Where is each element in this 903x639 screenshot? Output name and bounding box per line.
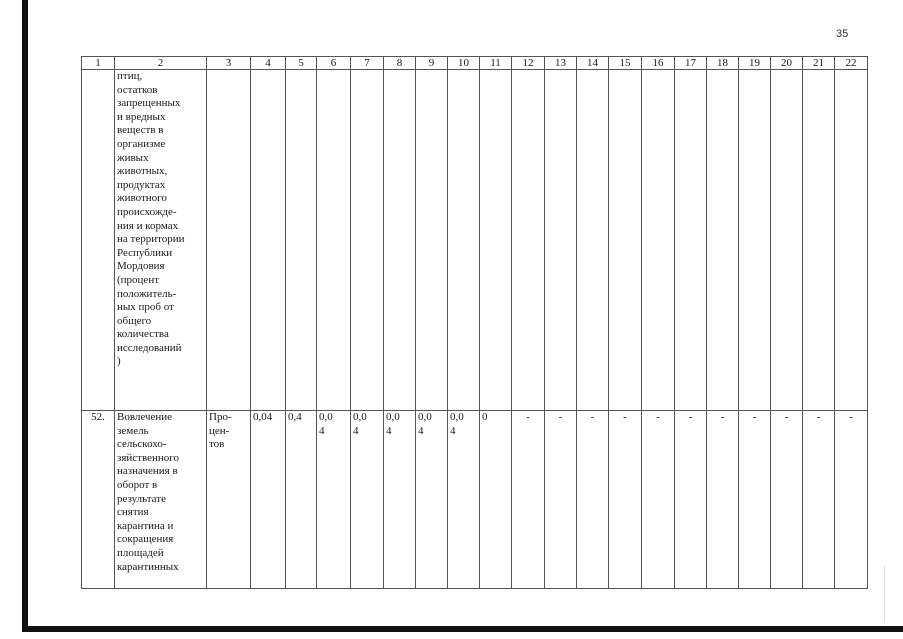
value-cell: [448, 70, 480, 411]
value-cell: 0,0 4: [416, 411, 448, 589]
column-number: 1: [82, 57, 115, 70]
value-cell: [707, 70, 739, 411]
indicator-description: Вовлечение земель сельскохо- зяйственного назначения в оборот в результате снятия карантина и сокращения площадей карантинных: [115, 411, 207, 589]
column-number: 11: [480, 57, 512, 70]
value-cell: -: [835, 411, 868, 589]
value-cell: 0,4: [286, 411, 317, 589]
value-cell: -: [609, 411, 642, 589]
column-number: 7: [351, 57, 384, 70]
value-cell: [351, 70, 384, 411]
column-number: 8: [384, 57, 416, 70]
table-header-row: [82, 57, 868, 70]
column-number: 4: [251, 57, 286, 70]
value-cell: [577, 70, 609, 411]
value-cell: -: [771, 411, 803, 589]
value-cell: 0: [480, 411, 512, 589]
column-number: 19: [739, 57, 771, 70]
column-number: 21: [803, 57, 835, 70]
value-cell: [675, 70, 707, 411]
value-cell: [609, 70, 642, 411]
column-number: 9: [416, 57, 448, 70]
scan-artifact: [884, 566, 885, 621]
column-number: 5: [286, 57, 317, 70]
value-cell: [739, 70, 771, 411]
table-row: [82, 411, 868, 589]
value-cell: -: [707, 411, 739, 589]
table-row: [82, 70, 868, 411]
value-cell: -: [512, 411, 545, 589]
column-number: 3: [207, 57, 251, 70]
column-number: 10: [448, 57, 480, 70]
value-cell: 0,04: [251, 411, 286, 589]
value-cell: [771, 70, 803, 411]
value-cell: [512, 70, 545, 411]
value-cell: -: [545, 411, 577, 589]
value-cell: [545, 70, 577, 411]
column-number: 18: [707, 57, 739, 70]
column-number: 16: [642, 57, 675, 70]
value-cell: [251, 70, 286, 411]
row-number: [82, 70, 115, 411]
column-number: 2: [115, 57, 207, 70]
value-cell: [480, 70, 512, 411]
value-cell: [384, 70, 416, 411]
value-cell: [803, 70, 835, 411]
column-number: 13: [545, 57, 577, 70]
page-number: 35: [836, 28, 849, 40]
indicator-description: птиц, остатков запрещенных и вредных веществ в организме живых животных, продуктах животного происхожде- ния и кормах на территории Республики Мордовия (процент положитель- ных проб от общего количества исследований ): [115, 70, 207, 411]
data-table: [81, 56, 868, 589]
value-cell: [317, 70, 351, 411]
value-cell: -: [577, 411, 609, 589]
column-number: 6: [317, 57, 351, 70]
value-cell: [642, 70, 675, 411]
column-number: 12: [512, 57, 545, 70]
value-cell: [416, 70, 448, 411]
value-cell: 0,0 4: [448, 411, 480, 589]
value-cell: -: [803, 411, 835, 589]
unit-cell: [207, 70, 251, 411]
value-cell: -: [675, 411, 707, 589]
column-number: 22: [835, 57, 868, 70]
value-cell: -: [739, 411, 771, 589]
value-cell: [286, 70, 317, 411]
column-number: 17: [675, 57, 707, 70]
column-number: 15: [609, 57, 642, 70]
column-number: 20: [771, 57, 803, 70]
value-cell: 0,0 4: [351, 411, 384, 589]
value-cell: 0,0 4: [317, 411, 351, 589]
unit-cell: Про- цен- тов: [207, 411, 251, 589]
scan-border-left: [22, 0, 28, 632]
column-number: 14: [577, 57, 609, 70]
scan-border-bottom: [22, 626, 903, 632]
value-cell: -: [642, 411, 675, 589]
row-number: 52.: [82, 411, 115, 589]
value-cell: 0,0 4: [384, 411, 416, 589]
value-cell: [835, 70, 868, 411]
